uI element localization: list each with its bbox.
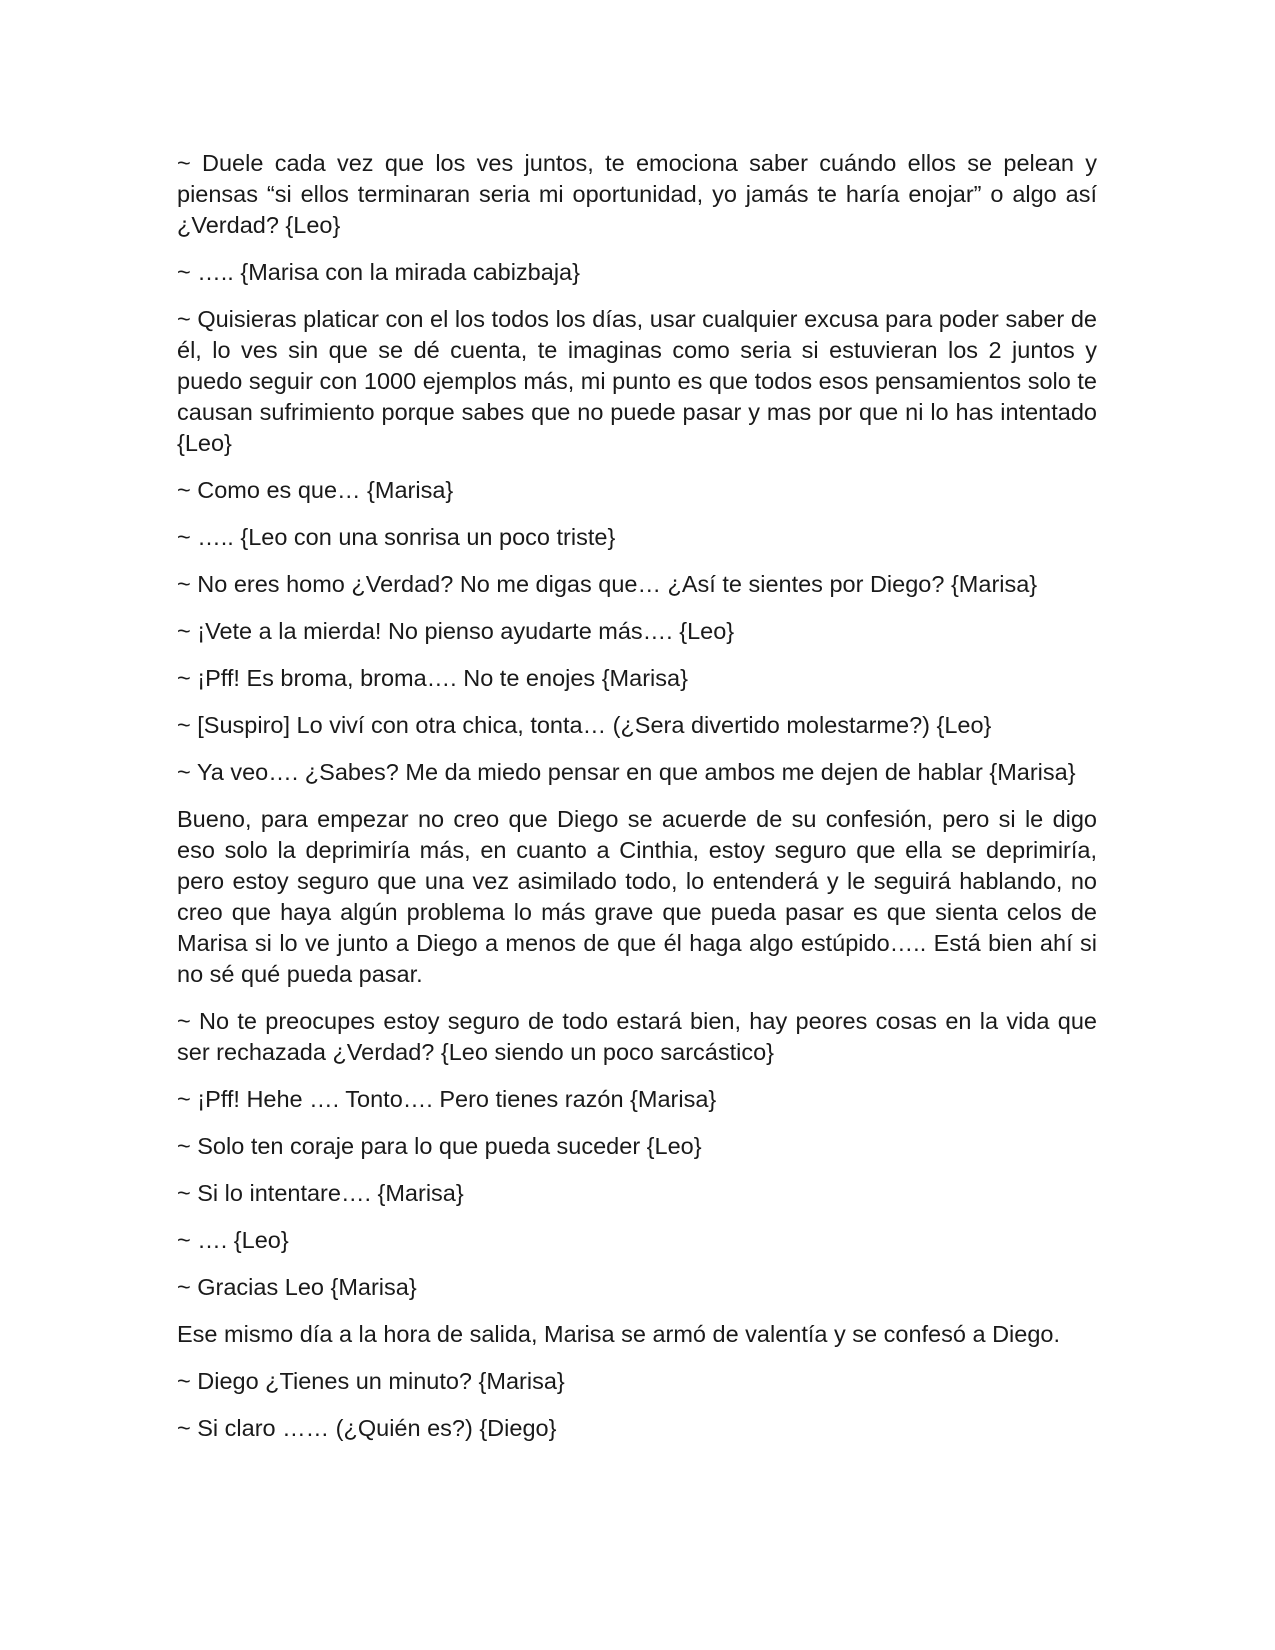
dialogue-paragraph: ~ ….. {Leo con una sonrisa un poco triste} <box>177 524 616 550</box>
dialogue-paragraph: ~ Como es que… {Marisa} <box>177 477 454 503</box>
dialogue-paragraph: ~ Si claro …… (¿Quién es?) {Diego} <box>177 1415 557 1441</box>
dialogue-paragraph: ~ No eres homo ¿Verdad? No me digas que… ¿Así te sientes por Diego? {Marisa} <box>177 571 1038 597</box>
dialogue-paragraph: ~ Solo ten coraje para lo que pueda suceder {Leo} <box>177 1133 702 1159</box>
document-body <box>177 148 1097 1460</box>
dialogue-paragraph: ~ Gracias Leo {Marisa} <box>177 1274 417 1300</box>
dialogue-paragraph: ~ ¡Vete a la mierda! No pienso ayudarte más…. {Leo} <box>177 618 735 644</box>
dialogue-paragraph: ~ Ya veo…. ¿Sabes? Me da miedo pensar en que ambos me dejen de hablar {Marisa} <box>177 759 1076 785</box>
dialogue-paragraph: ~ Diego ¿Tienes un minuto? {Marisa} <box>177 1368 565 1394</box>
dialogue-paragraph: ~ ….. {Marisa con la mirada cabizbaja} <box>177 259 580 285</box>
dialogue-paragraph: ~ ¡Pff! Es broma, broma…. No te enojes {Marisa} <box>177 665 688 691</box>
dialogue-paragraph: ~ No te preocupes estoy seguro de todo estará bien, hay peores cosas en la vida que ser rechazada ¿Verdad? {Leo siendo un poco sarcástico} <box>177 1008 1097 1065</box>
dialogue-paragraph: ~ [Suspiro] Lo viví con otra chica, tonta… (¿Sera divertido molestarme?) {Leo} <box>177 712 992 738</box>
dialogue-paragraph: ~ Si lo intentare…. {Marisa} <box>177 1180 464 1206</box>
dialogue-paragraph: ~ ¡Pff! Hehe …. Tonto…. Pero tienes razón {Marisa} <box>177 1086 717 1112</box>
narration-paragraph: Bueno, para empezar no creo que Diego se acuerde de su confesión, pero si le digo eso solo la deprimiría más, en cuanto a Cinthia, estoy seguro que ella se deprimiría, pero estoy seguro que una vez asimilado todo, lo entenderá y le seguirá hablando, no creo que haya algún problema lo más grave que pueda pasar es que sienta celos de Marisa si lo ve junto a Diego a menos de que él haga algo estúpido….. Está bien ahí si no sé qué pueda pasar. <box>177 806 1097 987</box>
narration-paragraph: Ese mismo día a la hora de salida, Marisa se armó de valentía y se confesó a Diego. <box>177 1321 1061 1347</box>
dialogue-paragraph: ~ Quisieras platicar con el los todos los días, usar cualquier excusa para poder saber de él, lo ves sin que se dé cuenta, te imaginas como seria si estuvieran los 2 juntos y puedo seguir con 1000 ejemplos más, mi punto es que todos esos pensamientos solo te causan sufrimiento porque sabes que no puede pasar y mas por que ni lo has intentado {Leo} <box>177 306 1097 456</box>
dialogue-paragraph: ~ …. {Leo} <box>177 1227 289 1253</box>
dialogue-paragraph: ~ Duele cada vez que los ves juntos, te emociona saber cuándo ellos se pelean y piensas “si ellos terminaran seria mi oportunidad, yo jamás te haría enojar” o algo así ¿Verdad? {Leo} <box>177 150 1097 238</box>
